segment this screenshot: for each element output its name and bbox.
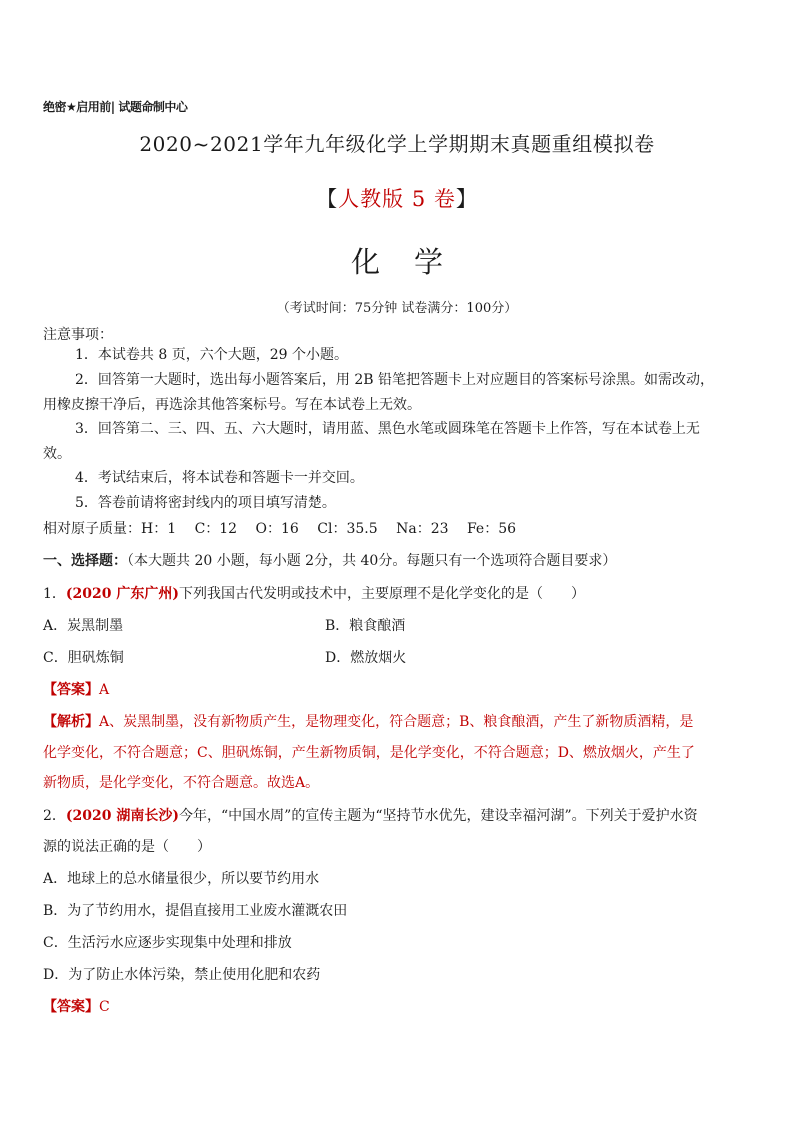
- edition-text: 人教版 5 卷: [338, 187, 456, 211]
- option-b: B．粮食酿酒: [325, 618, 406, 634]
- question-source: (2020 湖南长沙): [65, 808, 180, 824]
- option-d: D．为了防止水体污染，禁止使用化肥和农药: [43, 967, 321, 983]
- note-item: 效。: [43, 446, 71, 462]
- analysis-line: [43, 711, 693, 733]
- option-c: C．胆矾炼铜: [43, 650, 124, 666]
- note-item: 3．回答第二、三、四、五、六大题时，请用蓝、黑色水笔或圆珠笔在答题卡上作答，写在本试卷上无: [75, 421, 700, 437]
- answer-value: C: [99, 999, 110, 1015]
- answer-value: A: [99, 682, 110, 698]
- subject-char-2: 学: [414, 245, 444, 279]
- subject-char-1: 化: [350, 245, 380, 279]
- answer-line: [43, 996, 110, 1018]
- atomic-mass-line: 相对原子质量：H：1 C：12 O：16 Cl：35.5 Na：23 Fe：56: [43, 521, 517, 537]
- question-1-stem: [43, 583, 585, 605]
- confidential-label: 绝密★启用前| 试题命制中心: [43, 100, 188, 114]
- note-item: 2．回答第一大题时，选出每小题答案后，用 2B 铅笔把答题卡上对应题目的答案标号涂黑。如需改动，: [75, 372, 715, 388]
- question-2-stem: [43, 805, 698, 827]
- analysis-line: 新物质，是化学变化，不符合题意。故选A。: [43, 775, 320, 791]
- notes-heading: 注意事项：: [43, 327, 113, 343]
- option-c: C．生活污水应逐步实现集中处理和排放: [43, 935, 292, 951]
- section-heading: [43, 550, 616, 572]
- subject-title: [0, 240, 794, 281]
- answer-label: 【答案】: [43, 682, 99, 698]
- section-desc: （本大题共 20 小题，每小题 2分，共 40分。每题只有一个选项符合题目要求）: [127, 553, 617, 569]
- edition-bracket-close: 】: [455, 187, 478, 211]
- section-label: 一、选择题：: [43, 553, 127, 569]
- analysis-label: 【解析】: [43, 714, 99, 730]
- question-source: (2020 广东广州): [65, 586, 180, 602]
- option-a: A．地球上的总水储量很少，所以要节约用水: [43, 871, 320, 887]
- note-item: 4．考试结束后，将本试卷和答题卡一并交回。: [75, 470, 364, 486]
- note-item: 1．本试卷共 8 页，六个大题，29 个小题。: [75, 347, 348, 363]
- note-item: 用橡皮擦干净后，再选涂其他答案标号。写在本试卷上无效。: [43, 397, 421, 413]
- question-number: 1．: [43, 586, 66, 602]
- option-d: D．燃放烟火: [325, 650, 407, 666]
- edition-label: [0, 183, 794, 213]
- question-text: 下列我国古代发明或技术中，主要原理不是化学变化的是（ ）: [179, 586, 586, 602]
- analysis-text: A、炭黑制墨，没有新物质产生，是物理变化，符合题意；B、粮食酿酒，产生了新物质酒精，是: [99, 714, 694, 730]
- edition-bracket-open: 【: [316, 187, 339, 211]
- question-text-cont: 源的说法正确的是（ ）: [43, 839, 211, 855]
- option-b: B．为了节约用水，提倡直接用工业废水灌溉农田: [43, 903, 348, 919]
- option-a: A．炭黑制墨: [43, 618, 124, 634]
- answer-line: [43, 679, 109, 701]
- page-title: 2020~2021学年九年级化学上学期期末真题重组模拟卷: [139, 132, 655, 156]
- answer-label: 【答案】: [43, 999, 99, 1015]
- exam-info: （考试时间：75分钟 试卷满分：100分）: [276, 301, 518, 316]
- question-number: 2．: [43, 808, 66, 824]
- note-item: 5．答卷前请将密封线内的项目填写清楚。: [75, 495, 336, 511]
- analysis-line: 化学变化，不符合题意；C、胆矾炼铜，产生新物质铜，是化学变化，不符合题意；D、燃放烟火，产生了: [43, 745, 695, 761]
- question-text: 今年，“中国水周”的宣传主题为“坚持节水优先，建设幸福河湖”。下列关于爱护水资: [179, 808, 698, 824]
